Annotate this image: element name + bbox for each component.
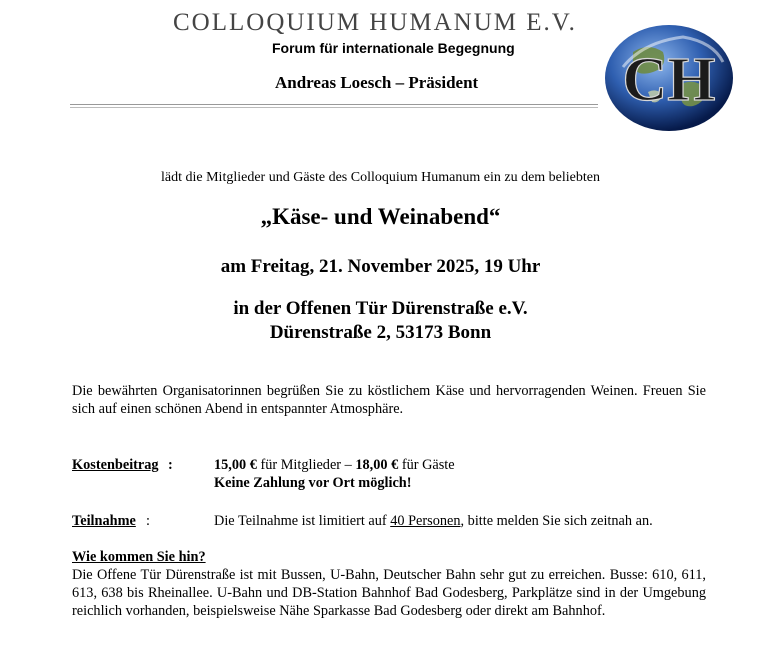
participation-label: Teilnahme: [72, 513, 136, 529]
participation-text: Die Teilnahme ist limitiert auf 40 Personen, bitte melden Sie sich zeitnah an.: [214, 513, 653, 529]
president-line: Andreas Loesch – Präsident: [275, 73, 479, 92]
guest-price: 18,00 €: [355, 457, 399, 473]
header-rule: [70, 104, 598, 105]
invitation-intro: lädt die Mitglieder und Gäste des Colloquium Humanum ein zu dem beliebten: [161, 170, 600, 185]
cost-prices: [214, 457, 455, 474]
cost-colon: :: [168, 457, 173, 473]
venue-name: in der Offenen Tür Dürenstraße e.V.: [233, 298, 528, 319]
cost-label: Kostenbeitrag: [72, 457, 159, 473]
venue-address: Dürenstraße 2, 53173 Bonn: [269, 322, 492, 343]
org-name: COLLOQUIUM HUMANUM E.V.: [173, 9, 577, 36]
event-description: Die bewährten Organisatorinnen begrüßen Sie zu köstlichem Käse und hervorragenden Weinen. Freuen Sie sich auf einen schönen Abend in entspannter Atmosphäre.: [72, 383, 706, 417]
guest-text: für Gäste: [398, 457, 455, 473]
directions-text: Die Offene Tür Dürenstraße ist mit Bussen, U-Bahn, Deutscher Bahn sehr gut zu erreichen. Busse: 610, 611, 613, 638 bis Rheinallee. U-Bahn und DB-Station Bahnhof Bad Godesberg, Parkplätze sind in der Umgebung reichlich vorhanden, beispielsweise Nähe Sparkasse Bad Godesberg oder direkt am Bahnhof.: [72, 567, 706, 619]
event-date: am Freitag, 21. November 2025, 19 Uhr: [220, 256, 541, 277]
event-title: „Käse- und Weinabend“: [260, 204, 501, 229]
header-rule-secondary: [70, 107, 598, 108]
directions-heading: Wie kommen Sie hin?: [72, 549, 206, 565]
globe-logo-icon: [603, 22, 735, 132]
member-price: 15,00 €: [214, 457, 257, 473]
payment-note: Keine Zahlung vor Ort möglich!: [214, 475, 412, 491]
member-text: für Mitglieder –: [256, 457, 356, 473]
participant-limit: 40 Personen: [390, 513, 461, 529]
participation-colon: :: [146, 513, 150, 529]
logo-lettering: CH: [622, 46, 716, 114]
tagline: Forum für internationale Begegnung: [272, 40, 515, 56]
